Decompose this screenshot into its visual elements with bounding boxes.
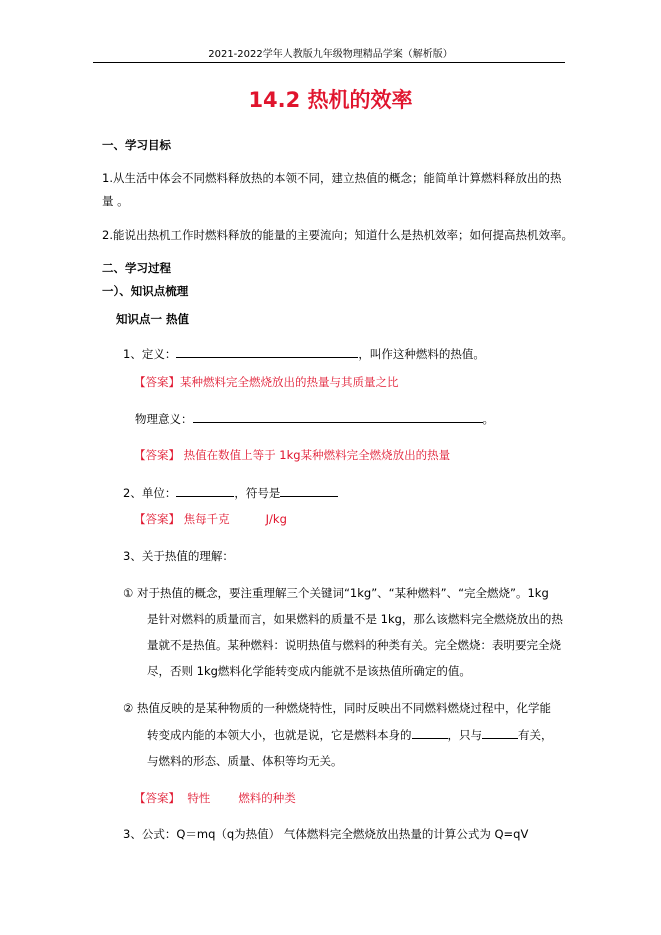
meaning-suffix: 。 xyxy=(482,412,494,426)
meaning-answer-text: 热值在数值上等于 1kg某种燃料完全燃烧放出的热量 xyxy=(183,448,451,462)
unit-answer xyxy=(134,511,287,527)
meaning-blank xyxy=(193,411,483,423)
concept-2-text-a: 转变成内能的本领大小，也就是说，它是燃料本身的 xyxy=(147,728,412,742)
concept-2-line-1: ② 热值反映的是某种物质的一种燃烧特性，同时反映出不同燃料燃烧过程中，化学能 xyxy=(123,701,551,715)
goal-1-line-2: 量 。 xyxy=(102,194,129,208)
answer-tag: 【答案】 xyxy=(134,448,180,462)
unit-answer-2: J/kg xyxy=(265,512,287,526)
definition-prefix: 1、定义： xyxy=(123,347,177,361)
concept-2-answer-1: 特性 xyxy=(187,791,211,805)
concept-2-text-b: ，只与 xyxy=(447,728,482,742)
unit-answer-1: 焦每千克 xyxy=(183,512,230,526)
concept-2-answer-2: 燃料的种类 xyxy=(238,791,296,805)
knowledge-point-heading: 知识点一 热值 xyxy=(116,312,190,326)
page-header: 2021-2022学年人教版九年级物理精品学案（解析版） xyxy=(208,49,453,60)
property-blank xyxy=(412,727,448,739)
symbol-blank xyxy=(280,485,338,497)
concept-1-line-3: 量就不是热值。某种燃料：说明热值与燃料的种类有关。完全燃烧：表明要完全烧 xyxy=(147,638,561,652)
section-heading-process: 二、学习过程 xyxy=(102,261,171,275)
goal-1-line-1: 1.从生活中体会不同燃料释放热的本领不同，建立热值的概念；能简单计算燃料释放出的热 xyxy=(102,171,562,185)
definition-blank xyxy=(176,346,358,358)
meaning-prefix: 物理意义： xyxy=(135,412,193,426)
fuel-type-blank xyxy=(482,727,518,739)
page-title: 14.2 热机的效率 xyxy=(248,88,413,112)
unit-prefix: 2、单位： xyxy=(123,486,177,500)
concept-2-answer xyxy=(134,790,296,806)
concept-1-line-4: 尽，否则 1kg燃料化学能转变成内能就不是该热值所确定的值。 xyxy=(147,664,471,678)
subsection-heading: 一）、知识点梳理 xyxy=(102,284,189,298)
definition-suffix: ，叫作这种燃料的热值。 xyxy=(358,347,485,361)
concept-1-line-2: 是针对燃料的质量而言，如果燃料的质量不是 1kg，那么该燃料完全燃烧放出的热 xyxy=(147,612,563,626)
concept-2-line-3: 与燃料的形态、质量、体积等均无关。 xyxy=(147,754,343,768)
definition-answer xyxy=(134,374,399,390)
concept-2-text-c: 有关， xyxy=(518,728,553,742)
concept-1-line-1: ① 对于热值的概念，要注重理解三个关键词“1kg”、“某种燃料”、“完全燃烧”。1kg xyxy=(123,586,549,600)
understanding-heading: 3、关于热值的理解： xyxy=(123,549,234,563)
unit-line xyxy=(123,485,338,501)
answer-tag: 【答案】 xyxy=(134,375,180,389)
answer-tag: 【答案】 xyxy=(134,512,180,526)
formula-line: 3、公式：Q＝mq（q为热值） 气体燃料完全燃烧放出热量的计算公式为 Q=qV xyxy=(123,827,529,841)
goal-2: 2.能说出热机工作时燃料释放的能量的主要流向；知道什么是热机效率；如何提高热机效率。 xyxy=(102,228,573,242)
unit-mid: ，符号是 xyxy=(234,486,281,500)
header-divider xyxy=(93,62,565,63)
section-heading-goals: 一、学习目标 xyxy=(102,138,171,152)
answer-tag: 【答案】 xyxy=(134,791,180,805)
definition-line xyxy=(123,346,485,362)
concept-2-line-2 xyxy=(147,727,553,743)
definition-answer-text: 某种燃料完全燃烧放出的热量与其质量之比 xyxy=(180,375,399,389)
meaning-answer xyxy=(134,447,450,463)
meaning-line xyxy=(135,411,494,427)
unit-blank xyxy=(176,485,234,497)
